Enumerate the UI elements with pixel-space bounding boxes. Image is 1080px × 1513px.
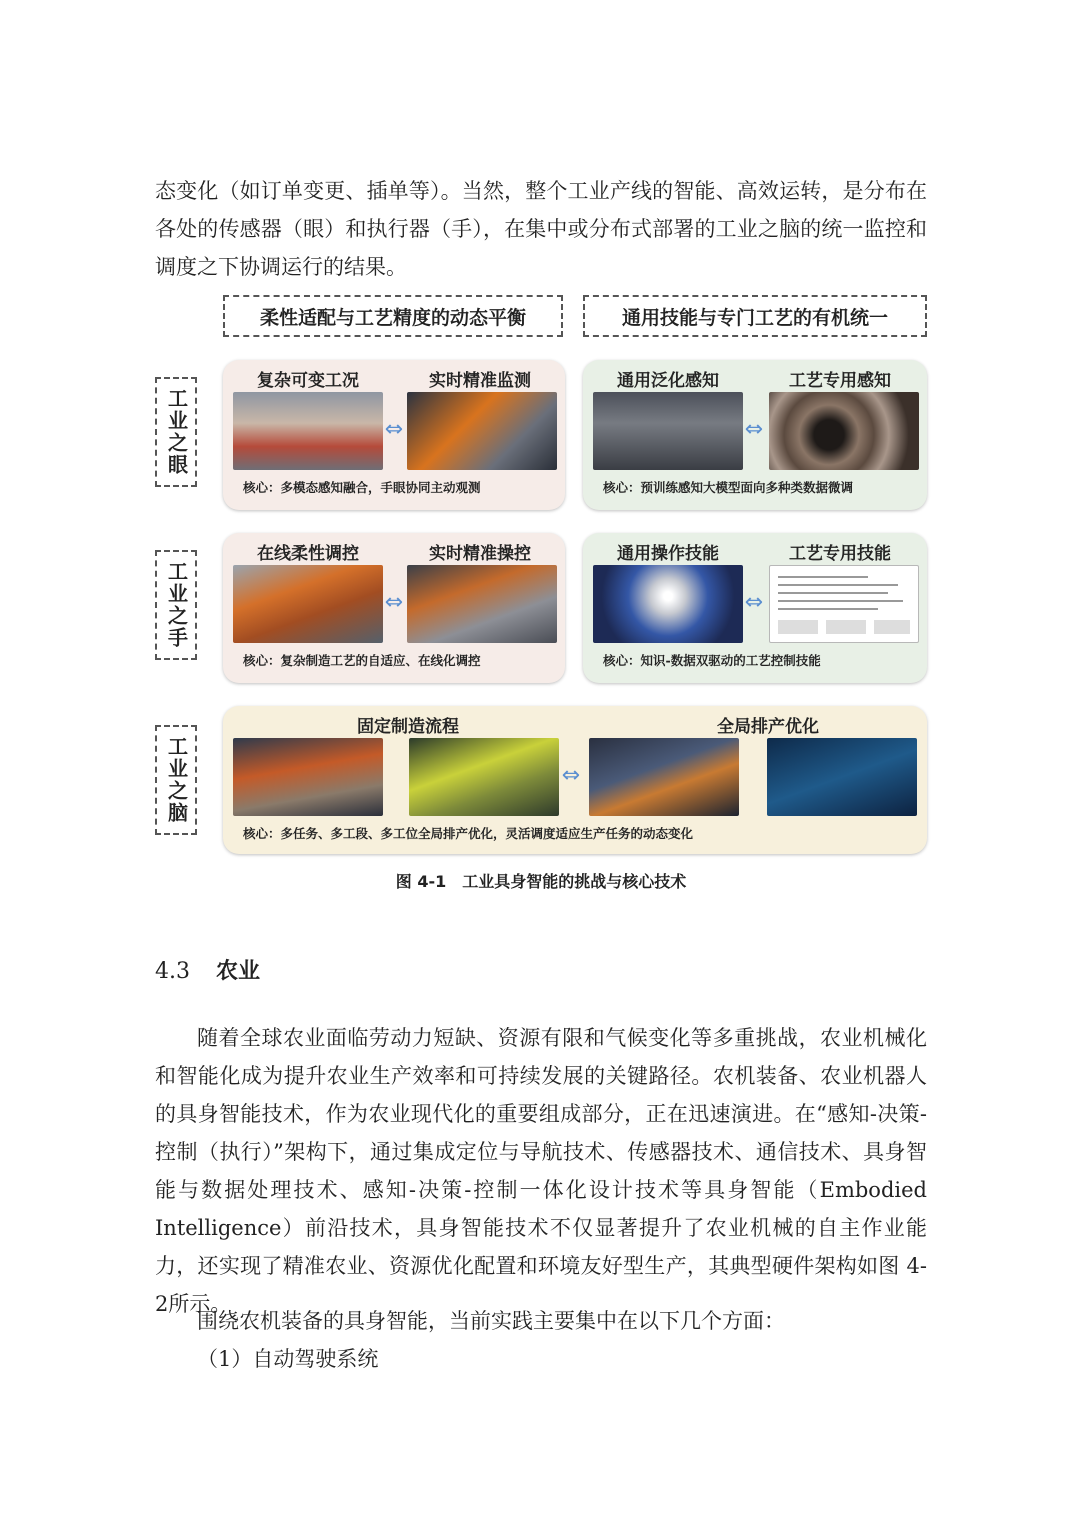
list-item: （1）自动驾驶系统	[197, 1347, 379, 1371]
dashboard-image	[767, 738, 917, 816]
process-document-image	[769, 565, 919, 643]
double-arrow-icon: ⇔	[744, 417, 764, 442]
row-label-eye: 工业之眼	[155, 377, 197, 487]
panel-title: 全局排产优化	[717, 717, 819, 737]
panel-title: 工艺专用技能	[789, 544, 891, 564]
core-note: 核心：多任务、多工段、多工位全局排产优化，灵活调度适应生产任务的动态变化	[243, 826, 694, 841]
panel-title: 实时精准操控	[429, 544, 531, 564]
figure-header-right: 通用技能与专门工艺的有机统一	[583, 295, 927, 337]
panel-title: 在线柔性调控	[257, 544, 359, 564]
pipes-image	[769, 392, 919, 470]
panel-title: 工艺专用感知	[789, 371, 891, 391]
panel-title: 实时精准监测	[429, 371, 531, 391]
intro-paragraph: 态变化（如订单变更、插单等）。当然，整个工业产线的智能、高效运转，是分布在各处的传感器（眼）和执行器（手），在集中或分布式部署的工业之脑的统一监控和调度之下协调运行的结果。	[155, 179, 927, 279]
row-label-brain: 工业之脑	[155, 725, 197, 835]
double-arrow-icon: ⇔	[561, 763, 581, 788]
section-title: 农业	[216, 959, 261, 984]
figure-header-left: 柔性适配与工艺精度的动态平衡	[223, 295, 563, 337]
section-heading	[155, 954, 260, 985]
robot-monitor-image	[407, 392, 557, 470]
section-number: 4.3	[155, 959, 190, 984]
yard-image	[593, 392, 743, 470]
simulation-image	[589, 738, 739, 816]
panel-title: 固定制造流程	[357, 717, 459, 737]
panel-title: 复杂可变工况	[257, 371, 359, 391]
welding-image	[593, 565, 743, 643]
double-arrow-icon: ⇔	[384, 590, 404, 615]
core-note: 核心：知识-数据双驱动的工艺控制技能	[603, 653, 821, 668]
row-label-hand: 工业之手	[155, 550, 197, 660]
factory-image	[233, 392, 383, 470]
panel-hand-right	[583, 533, 927, 683]
production-line-image	[233, 738, 383, 816]
panel-eye-left	[223, 360, 565, 510]
panel-brain	[223, 706, 927, 854]
double-arrow-icon: ⇔	[384, 417, 404, 442]
core-note: 核心：预训练感知大模型面向多种类数据微调	[603, 480, 854, 495]
panel-title: 通用操作技能	[617, 544, 719, 564]
panel-title: 通用泛化感知	[617, 371, 719, 391]
fixed-process-image	[409, 738, 559, 816]
figure-4-1	[155, 295, 927, 860]
car-assembly-image	[407, 565, 557, 643]
panel-eye-right	[583, 360, 927, 510]
panel-hand-left	[223, 533, 565, 683]
robot-arms-image	[233, 565, 383, 643]
core-note: 核心：复杂制造工艺的自适应、在线化调控	[243, 653, 481, 668]
figure-caption: 图 4-1 工业具身智能的挑战与核心技术	[395, 872, 687, 891]
body-paragraph: 围绕农机装备的具身智能，当前实践主要集中在以下几个方面：	[197, 1309, 785, 1333]
body-paragraph: 随着全球农业面临劳动力短缺、资源有限和气候变化等多重挑战，农业机械化和智能化成为提升农业生产效率和可持续发展的关键路径。农机装备、农业机器人的具身智能技术，作为农业现代化的重要组成部分，正在迅速演进。在“感知-决策-控制（执行）”架构下，通过集成定位与导航技术、传感器技术、通信技术、具身智能与数据处理技术、感知-决策-控制一体化设计技术等具身智能（Embodied Intelligence）前沿技术，具身智能技术不仅显著提升了农业机械的自主作业能力，还实现了精准农业、资源优化配置和环境友好型生产，其典型硬件架构如图 4-2所示。	[155, 1026, 927, 1316]
double-arrow-icon: ⇔	[744, 590, 764, 615]
core-note: 核心：多模态感知融合，手眼协同主动观测	[243, 480, 481, 495]
